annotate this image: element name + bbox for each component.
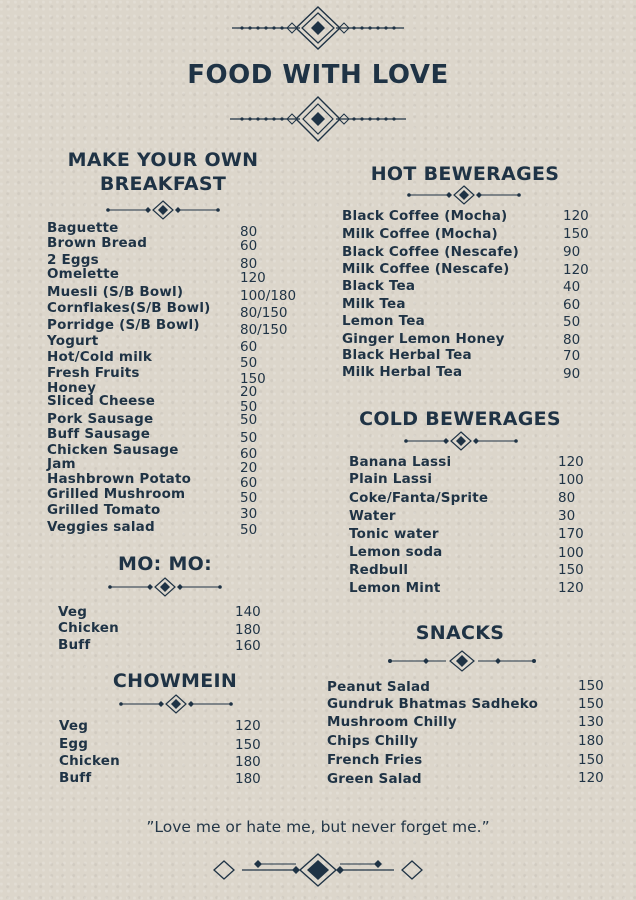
breakfast-divider-ornament	[104, 200, 222, 220]
bottom-ornament	[212, 852, 424, 888]
item-price: 180	[578, 733, 604, 749]
item-price: 130	[578, 714, 604, 730]
item-price: 100	[558, 545, 584, 561]
item-price: 50	[240, 399, 258, 415]
breakfast-heading	[40, 148, 286, 196]
chowmein-divider-ornament	[117, 694, 235, 714]
list-item: French Fries	[327, 752, 423, 768]
list-item: Black Tea	[342, 278, 416, 294]
item-price: 150	[558, 562, 584, 578]
momo-heading: MO: MO:	[117, 553, 213, 575]
list-item: Ginger Lemon Honey	[342, 331, 505, 347]
list-item: Milk Herbal Tea	[342, 364, 463, 380]
item-price: 60	[240, 238, 258, 254]
top-ornament	[222, 6, 414, 50]
list-item: Redbull	[349, 562, 409, 578]
list-item: Porridge (S/B Bowl)	[47, 317, 200, 333]
item-price: 50	[240, 490, 258, 506]
list-item: Peanut Salad	[327, 679, 431, 695]
item-price: 120	[578, 770, 604, 786]
list-item: Sliced Cheese	[47, 393, 156, 409]
item-price: 60	[240, 446, 258, 462]
list-item: Brown Bread	[47, 235, 148, 251]
item-price: 120	[558, 454, 584, 470]
item-price: 40	[563, 279, 581, 295]
item-price: 150	[235, 737, 261, 753]
list-item: Hashbrown Potato	[47, 471, 192, 487]
item-price: 180	[235, 622, 261, 638]
list-item: Black Coffee (Mocha)	[342, 208, 508, 224]
item-price: 50	[240, 412, 258, 428]
item-price: 60	[240, 475, 258, 491]
breakfast-heading-line1: MAKE YOUR OWN	[67, 149, 259, 171]
hot-beverages-heading: HOT BEWERAGES	[370, 163, 560, 185]
list-item: Hot/Cold milk	[47, 349, 153, 365]
item-price: 150	[240, 371, 266, 387]
item-price: 90	[563, 244, 581, 260]
list-item: Cornflakes(S/B Bowl)	[47, 300, 211, 316]
item-price: 60	[240, 339, 258, 355]
item-price: 80	[563, 332, 581, 348]
list-item: Mushroom Chilly	[327, 714, 457, 730]
list-item: Veg	[59, 718, 89, 734]
list-item: Tonic water	[349, 526, 439, 542]
title-ornament	[222, 96, 414, 142]
item-price: 20	[240, 460, 258, 476]
list-item: Pork Sausage	[47, 411, 154, 427]
footer-quote: ”Love me or hate me, but never forget me.”	[146, 818, 490, 836]
momo-divider-ornament	[106, 577, 224, 597]
item-price: 180	[235, 754, 261, 770]
item-price: 120	[558, 580, 584, 596]
list-item: Plain Lassi	[349, 471, 433, 487]
item-price: 80	[558, 490, 576, 506]
item-price: 50	[240, 355, 258, 371]
item-price: 50	[240, 522, 258, 538]
list-item: Muesli (S/B Bowl)	[47, 284, 184, 300]
cold-beverages-heading: COLD BEWERAGES	[359, 408, 561, 430]
list-item: 2 Eggs	[47, 252, 99, 268]
snacks-heading: SNACKS	[415, 622, 505, 644]
list-item: Fresh Fruits	[47, 365, 140, 381]
item-price: 150	[578, 696, 604, 712]
item-price: 80/150	[240, 305, 288, 321]
list-item: Jam	[47, 456, 76, 472]
list-item: Honey	[47, 380, 97, 396]
list-item: Black Herbal Tea	[342, 347, 472, 363]
list-item: Milk Coffee (Mocha)	[342, 226, 498, 242]
list-item: Banana Lassi	[349, 454, 452, 470]
list-item: Lemon soda	[349, 544, 443, 560]
chowmein-heading: CHOWMEIN	[112, 670, 238, 692]
item-price: 100	[558, 472, 584, 488]
list-item: Egg	[59, 736, 89, 752]
page-title: FOOD WITH LOVE	[187, 60, 449, 90]
list-item: Chicken Sausage	[47, 442, 179, 458]
item-price: 50	[240, 430, 258, 446]
list-item: Lemon Tea	[342, 313, 425, 329]
list-item: Omelette	[47, 266, 120, 282]
hot-divider-ornament	[405, 185, 523, 205]
item-price: 90	[563, 366, 581, 382]
list-item: Veggies salad	[47, 519, 155, 535]
list-item: Chips Chilly	[327, 733, 419, 749]
list-item: Green Salad	[327, 771, 422, 787]
list-item: Grilled Mushroom	[47, 486, 186, 502]
item-price: 170	[558, 526, 584, 542]
item-price: 140	[235, 604, 261, 620]
list-item: Milk Tea	[342, 296, 406, 312]
list-item: Black Coffee (Nescafe)	[342, 244, 520, 260]
item-price: 50	[563, 314, 581, 330]
item-price: 120	[235, 718, 261, 734]
list-item: Yogurt	[47, 333, 99, 349]
list-item: Water	[349, 508, 396, 524]
list-item: Buff	[59, 770, 92, 786]
item-price: 60	[563, 297, 581, 313]
list-item: Chicken	[59, 753, 120, 769]
list-item: Buff	[58, 637, 91, 653]
snacks-divider-ornament	[386, 650, 538, 672]
item-price: 30	[558, 508, 576, 524]
list-item: Buff Sausage	[47, 426, 151, 442]
item-price: 70	[563, 348, 581, 364]
item-price: 30	[240, 506, 258, 522]
list-item: Milk Coffee (Nescafe)	[342, 261, 510, 277]
list-item: Gundruk Bhatmas Sadheko	[327, 696, 539, 712]
item-price: 150	[563, 226, 589, 242]
item-price: 20	[240, 384, 258, 400]
item-price: 180	[235, 771, 261, 787]
item-price: 80	[240, 256, 258, 272]
list-item: Grilled Tomato	[47, 502, 161, 518]
item-price: 100/180	[240, 288, 297, 304]
item-price: 120	[563, 262, 589, 278]
item-price: 80/150	[240, 322, 288, 338]
item-price: 80	[240, 224, 258, 240]
item-price: 120	[563, 208, 589, 224]
item-price: 120	[240, 270, 266, 286]
breakfast-heading-line2: BREAKFAST	[99, 173, 227, 195]
cold-divider-ornament	[402, 431, 520, 451]
list-item: Chicken	[58, 620, 119, 636]
list-item: Lemon Mint	[349, 580, 441, 596]
item-price: 160	[235, 638, 261, 654]
item-price: 150	[578, 752, 604, 768]
list-item: Veg	[58, 604, 88, 620]
item-price: 150	[578, 678, 604, 694]
list-item: Coke/Fanta/Sprite	[349, 490, 489, 506]
list-item: Baguette	[47, 220, 119, 236]
